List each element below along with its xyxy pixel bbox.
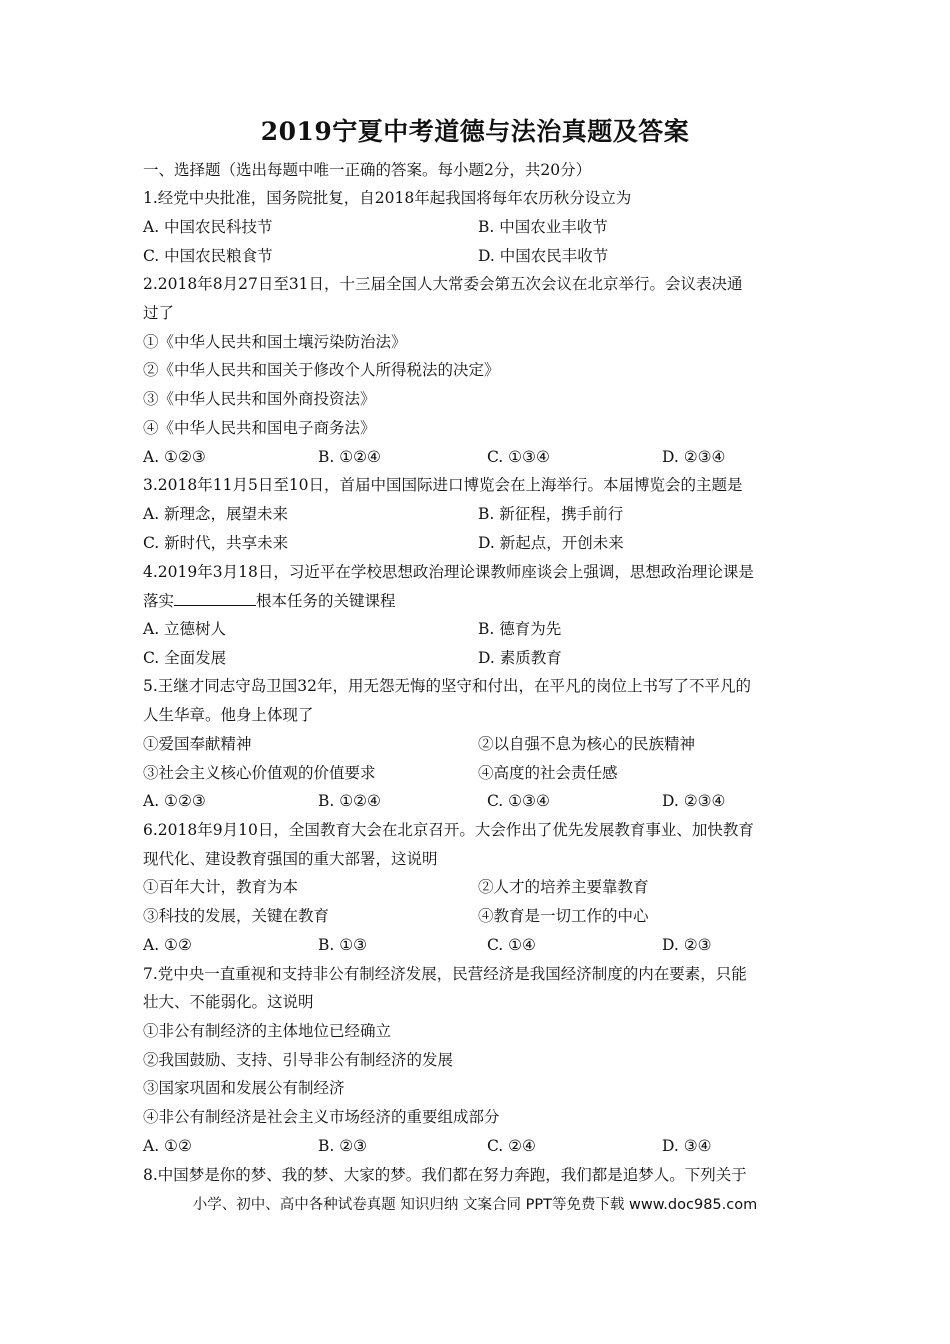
question-8-stem-line1: 8.中国梦是你的梦、我的梦、大家的梦。我们都在努力奔跑，我们都是追梦人。下列关于	[143, 1166, 747, 1184]
question-7-stem-line1: 7.党中央一直重视和支持非公有制经济发展，民营经济是我国经济制度的内在要素，只能	[143, 965, 747, 983]
question-5-option-a: A. ①②③	[143, 792, 206, 810]
question-5-stem-line1: 5.王继才同志守岛卫国32年，用无怨无悔的坚守和付出，在平凡的岗位上书写了不平凡的	[143, 677, 752, 695]
question-7-statement-3: ③国家巩固和发展公有制经济	[143, 1079, 345, 1097]
question-2-stem-line2: 过了	[143, 304, 175, 322]
question-4-stem-prefix: 落实	[143, 592, 175, 610]
question-1-option-a: A. 中国农民科技节	[143, 218, 273, 236]
question-7-option-b: B. ②③	[318, 1137, 368, 1155]
question-2-option-c: C. ①③④	[487, 448, 550, 466]
page-footer: 小学、初中、高中各种试卷真题 知识归纳 文案合同 PPT等免费下载 www.doc985.com	[192, 1197, 758, 1213]
question-4-stem-line1: 4.2019年3月18日，习近平在学校思想政治理论课教师座谈会上强调，思想政治理论课是	[143, 563, 754, 581]
question-2-option-d: D. ②③④	[662, 448, 726, 466]
question-7-statement-1: ①非公有制经济的主体地位已经确立	[143, 1022, 392, 1040]
question-6-stem-line1: 6.2018年9月10日，全国教育大会在北京召开。大会作出了优先发展教育事业、加快教育	[143, 821, 754, 839]
page-title: 2019宁夏中考道德与法治真题及答案	[260, 117, 690, 146]
question-7-stem-line2: 壮大、不能弱化。这说明	[143, 993, 314, 1011]
question-3-option-c: C. 新时代，共享未来	[143, 534, 289, 552]
question-5-statement-2: ②以自强不息为核心的民族精神	[478, 735, 696, 753]
question-3-option-b: B. 新征程，携手前行	[478, 505, 624, 523]
question-2-stem-line1: 2.2018年8月27日至31日，十三届全国人大常委会第五次会议在北京举行。会议表决通	[143, 275, 743, 293]
question-1-option-c: C. 中国农民粮食节	[143, 247, 273, 265]
question-7-option-d: D. ③④	[662, 1137, 712, 1155]
question-5-statement-4: ④高度的社会责任感	[478, 764, 618, 782]
question-3-option-d: D. 新起点，开创未来	[478, 534, 624, 552]
question-5-option-b: B. ①②④	[318, 792, 381, 810]
question-2-option-b: B. ①②④	[318, 448, 381, 466]
question-2-option-a: A. ①②③	[143, 448, 206, 466]
question-4-stem-suffix: 根本任务的关键课程	[256, 592, 396, 610]
question-5-statement-3: ③社会主义核心价值观的价值要求	[143, 764, 376, 782]
question-5-statement-1: ①爱国奉献精神	[143, 735, 252, 753]
question-7-option-c: C. ②④	[487, 1137, 536, 1155]
question-7-option-a: A. ①②	[143, 1137, 192, 1155]
question-6-option-a: A. ①②	[143, 936, 192, 954]
question-6-statement-2: ②人才的培养主要靠教育	[478, 878, 649, 896]
question-4-stem-line2	[143, 589, 396, 612]
question-6-statement-1: ①百年大计，教育为本	[143, 878, 299, 896]
question-2-statement-2: ②《中华人民共和国关于修改个人所得税法的决定》	[143, 361, 500, 379]
question-6-statement-4: ④教育是一切工作的中心	[478, 907, 649, 925]
section-heading: 一、选择题（选出每题中唯一正确的答案。每小题2分，共20分）	[143, 161, 592, 179]
question-6-option-d: D. ②③	[662, 936, 712, 954]
question-7-statement-2: ②我国鼓励、支持、引导非公有制经济的发展	[143, 1051, 454, 1069]
question-1-option-b: B. 中国农业丰收节	[478, 218, 608, 236]
question-2-statement-4: ④《中华人民共和国电子商务法》	[143, 419, 376, 437]
question-5-stem-line2: 人生华章。他身上体现了	[143, 706, 314, 724]
question-7-statement-4: ④非公有制经济是社会主义市场经济的重要组成部分	[143, 1108, 500, 1126]
question-3-option-a: A. 新理念，展望未来	[143, 505, 289, 523]
question-6-statement-3: ③科技的发展，关键在教育	[143, 907, 330, 925]
question-4-option-c: C. 全面发展	[143, 649, 227, 667]
question-4-option-b: B. 德育为先	[478, 620, 562, 638]
question-5-option-d: D. ②③④	[662, 792, 726, 810]
question-6-option-c: C. ①④	[487, 936, 536, 954]
question-2-statement-1: ①《中华人民共和国土壤污染防治法》	[143, 333, 407, 351]
question-6-option-b: B. ①③	[318, 936, 368, 954]
question-6-stem-line2: 现代化、建设教育强国的重大部署，这说明	[143, 850, 438, 868]
question-4-option-a: A. 立德树人	[143, 620, 227, 638]
question-1-stem: 1.经党中央批准，国务院批复，自2018年起我国将每年农历秋分设立为	[143, 189, 632, 207]
question-4-option-d: D. 素质教育	[478, 649, 562, 667]
question-5-option-c: C. ①③④	[487, 792, 550, 810]
question-3-stem: 3.2018年11月5日至10日，首届中国国际进口博览会在上海举行。本届博览会的主题是	[143, 476, 743, 494]
question-1-option-d: D. 中国农民丰收节	[478, 247, 609, 265]
question-2-statement-3: ③《中华人民共和国外商投资法》	[143, 390, 376, 408]
fill-in-blank	[174, 589, 256, 606]
